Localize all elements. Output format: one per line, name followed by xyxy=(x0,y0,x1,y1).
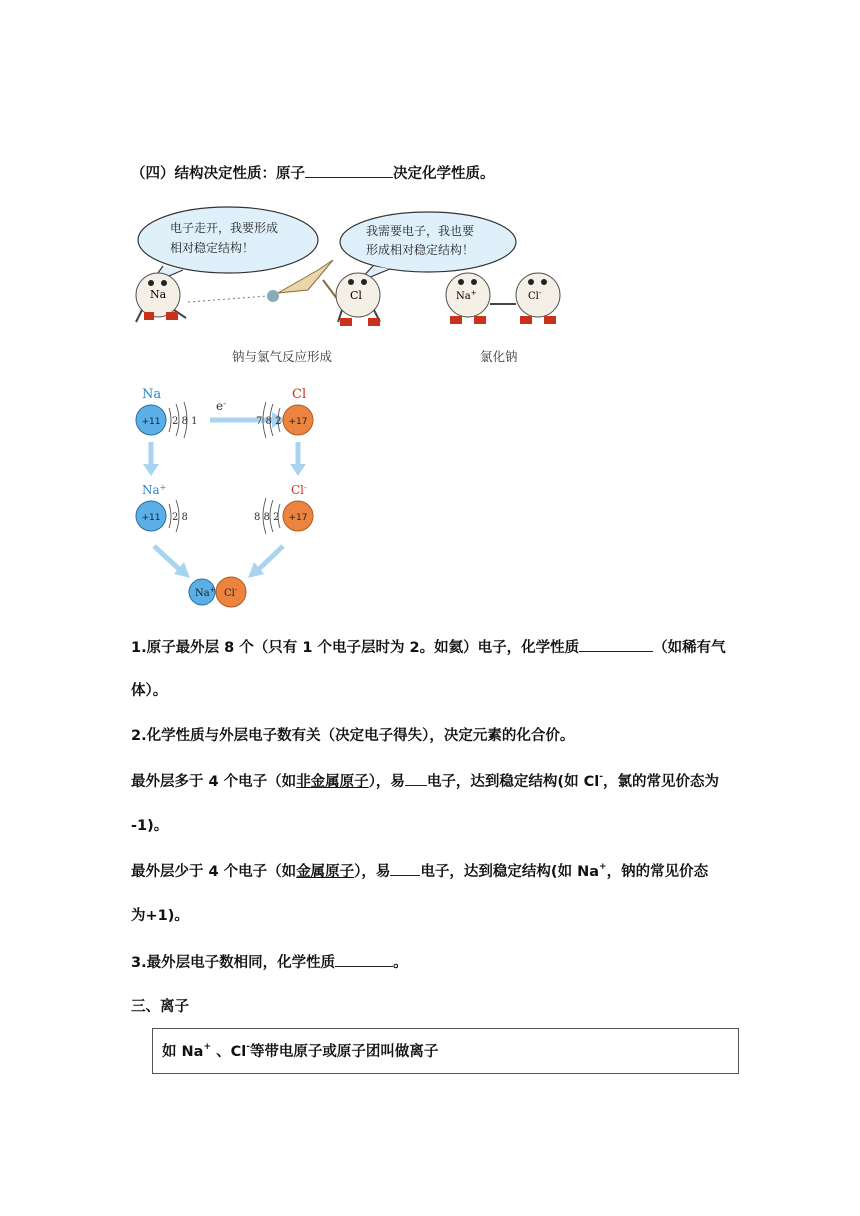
svg-text:Na+: Na+ xyxy=(195,586,216,599)
item-4-text-c: 电子，达到稳定结构(如 Na xyxy=(420,864,600,880)
answer-blank[interactable] xyxy=(335,952,393,967)
item-4-continued: 为+1)。 xyxy=(131,908,189,924)
section4-suffix: 决定化学性质。 xyxy=(393,166,495,182)
section3-heading: 三、离子 xyxy=(131,999,189,1015)
item-1-text-b: （如稀有气 xyxy=(653,640,726,656)
product-na-label: Na xyxy=(195,588,210,599)
ion-formation-diagram xyxy=(128,380,348,616)
svg-text:Na+: Na+ xyxy=(456,289,477,302)
item-1-text: 1.原子最外层 8 个（只有 1 个电子层时为 2。如氦）电子，化学性质 xyxy=(131,640,580,656)
section4-prefix: （四）结构决定性质：原子 xyxy=(131,166,305,182)
item-1 xyxy=(131,637,726,658)
na-shell-electrons: 2 8 1 xyxy=(172,416,198,427)
svg-text:e-: e- xyxy=(216,399,226,413)
item-5-text-b: 。 xyxy=(393,955,408,971)
cl-ion-title: Cl xyxy=(291,483,305,497)
answer-blank[interactable] xyxy=(305,163,393,178)
item-1-continued: 体）。 xyxy=(131,683,168,699)
cl-ion-character-label: Cl xyxy=(528,291,539,302)
item-5-text-a: 3.最外层电子数相同，化学性质 xyxy=(131,955,336,971)
na-ion-title: Na xyxy=(142,483,160,497)
bubble-left-line2: 相对稳定结构！ xyxy=(170,241,255,255)
svg-text:Na+: Na+ xyxy=(142,483,167,497)
item-2: 2.化学性质与外层电子数有关（决定电子得失），决定元素的化合价。 xyxy=(131,728,575,744)
item-3-sup: - xyxy=(599,772,603,783)
item-3-underlined: 非金属原子 xyxy=(296,774,369,790)
speech-bubble-left xyxy=(138,207,318,273)
bubble-left-line1: 电子走开，我要形成 xyxy=(170,221,279,235)
na-ion-character-label: Na xyxy=(456,291,471,302)
definition-text xyxy=(162,1042,438,1062)
cl-character-icon xyxy=(336,273,380,326)
item-4-text-d: ，钠的常见价态 xyxy=(606,864,709,880)
item-3-text-a: 最外层多于 4 个电子（如 xyxy=(131,774,297,790)
na-ion-character-icon xyxy=(446,273,490,324)
item-5 xyxy=(131,952,408,973)
answer-blank[interactable] xyxy=(405,771,427,786)
definition-sup1: + xyxy=(203,1042,212,1053)
definition-sup2: - xyxy=(246,1042,250,1053)
na-ion-nucleus-label: +11 xyxy=(141,513,161,523)
cl-character-label: Cl xyxy=(350,289,362,302)
na-character-label: Na xyxy=(150,288,167,301)
item-3-continued: -1)。 xyxy=(131,818,169,834)
cl-nucleus-label: +17 xyxy=(288,417,308,427)
electron-label: e xyxy=(216,399,224,413)
bubble-right-line1: 我需要电子，我也要 xyxy=(366,224,475,238)
cl-atom-title: Cl xyxy=(292,387,307,402)
cl-shell-electrons: 7 8 2 xyxy=(256,416,282,427)
speech-bubble-right xyxy=(340,212,516,272)
definition-box xyxy=(152,1028,739,1074)
svg-text:Cl-: Cl- xyxy=(528,289,542,302)
cl-ion-nucleus-label: +17 xyxy=(288,513,308,523)
item-3-text-d: ，氯的常见价态为 xyxy=(602,774,719,790)
caption-left: 钠与氯气反应形成 xyxy=(232,349,333,364)
item-3-text-c: 电子，达到稳定结构(如 Cl xyxy=(426,774,600,790)
item-4-text-b: ），易 xyxy=(354,864,391,880)
answer-blank[interactable] xyxy=(390,861,420,876)
cartoon-illustration xyxy=(128,200,588,370)
cl-ion-shell-electrons: 8 8 2 xyxy=(254,512,280,523)
answer-blank[interactable] xyxy=(579,637,653,652)
na-nucleus-label: +11 xyxy=(141,417,161,427)
svg-text:Cl-: Cl- xyxy=(224,586,238,599)
section4-heading xyxy=(131,163,495,184)
na-ion-shell-electrons: 2 8 xyxy=(172,512,188,523)
item-4 xyxy=(131,861,708,882)
svg-text:Cl-: Cl- xyxy=(291,483,307,497)
bubble-right-line2: 形成相对稳定结构！ xyxy=(366,243,475,257)
na-character-icon xyxy=(136,273,186,322)
definition-text-c: 等带电原子或原子团叫做离子 xyxy=(249,1044,439,1060)
item-3-text-b: ），易 xyxy=(368,774,405,790)
item-3 xyxy=(131,771,719,792)
definition-text-b: 、Cl xyxy=(211,1044,247,1060)
product-cl-label: Cl xyxy=(224,588,235,599)
caption-right: 氯化钠 xyxy=(480,349,518,364)
item-4-sup: + xyxy=(599,862,607,873)
na-atom-title: Na xyxy=(142,387,162,402)
cl-ion-character-icon xyxy=(516,273,560,324)
item-4-underlined: 金属原子 xyxy=(296,864,355,880)
item-4-text-a: 最外层少于 4 个电子（如 xyxy=(131,864,297,880)
definition-text-a: 如 Na xyxy=(162,1044,204,1060)
